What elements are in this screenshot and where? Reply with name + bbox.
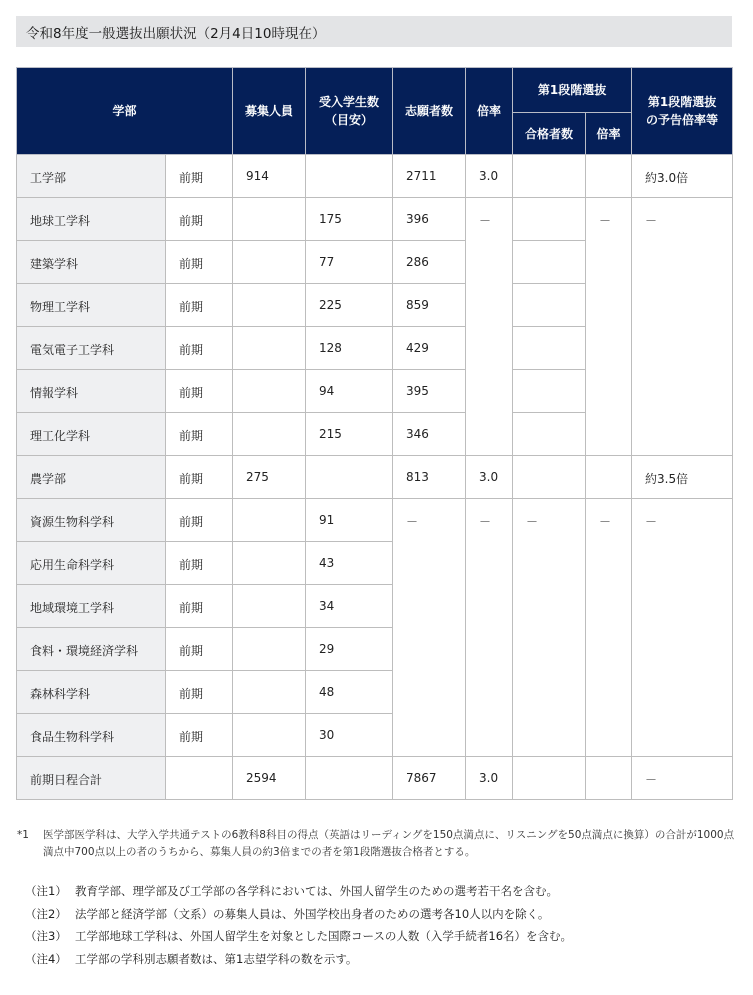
capacity bbox=[233, 327, 306, 370]
passed bbox=[513, 757, 586, 800]
applicants: 286 bbox=[393, 241, 466, 284]
applicants: 396 bbox=[393, 198, 466, 241]
first-ratio bbox=[586, 757, 632, 800]
first-ratio bbox=[586, 155, 632, 198]
department-name: 物理工学科 bbox=[17, 284, 166, 327]
header-faculty: 学部 bbox=[17, 68, 233, 155]
intake bbox=[306, 757, 393, 800]
capacity: 2594 bbox=[233, 757, 306, 800]
capacity: 914 bbox=[233, 155, 306, 198]
intake: 29 bbox=[306, 628, 393, 671]
capacity bbox=[233, 714, 306, 757]
table-row bbox=[17, 198, 733, 241]
forecast: － bbox=[632, 757, 733, 800]
intake: 43 bbox=[306, 542, 393, 585]
applicants: 346 bbox=[393, 413, 466, 456]
passed bbox=[513, 198, 586, 241]
term: 前期 bbox=[166, 542, 233, 585]
capacity bbox=[233, 499, 306, 542]
department-name: 情報学科 bbox=[17, 370, 166, 413]
intake bbox=[306, 155, 393, 198]
passed bbox=[513, 284, 586, 327]
department-name: 地域環境工学科 bbox=[17, 585, 166, 628]
intake bbox=[306, 456, 393, 499]
header-ratio: 倍率 bbox=[466, 68, 513, 155]
note-item: （注1） 教育学部、理学部及び工学部の各学科においては、外国人留学生のための選考若干名を含む。 bbox=[25, 884, 558, 898]
applicants: 2711 bbox=[393, 155, 466, 198]
applicants: 429 bbox=[393, 327, 466, 370]
applicants: 859 bbox=[393, 284, 466, 327]
term: 前期 bbox=[166, 241, 233, 284]
term: 前期 bbox=[166, 585, 233, 628]
capacity bbox=[233, 413, 306, 456]
note-item: （注4） 工学部の学科別志願者数は、第1志望学科の数を示す。 bbox=[25, 951, 358, 966]
intake: 215 bbox=[306, 413, 393, 456]
capacity bbox=[233, 370, 306, 413]
first-ratio: － bbox=[586, 499, 632, 757]
applicants: 7867 bbox=[393, 757, 466, 800]
intake: 128 bbox=[306, 327, 393, 370]
header-capacity: 募集人員 bbox=[233, 68, 306, 155]
term: 前期 bbox=[166, 456, 233, 499]
passed bbox=[513, 155, 586, 198]
forecast: － bbox=[632, 198, 733, 456]
department-name: 森林科学科 bbox=[17, 671, 166, 714]
term bbox=[166, 757, 233, 800]
table-row bbox=[17, 456, 733, 499]
intake: 94 bbox=[306, 370, 393, 413]
department-name: 応用生命科学科 bbox=[17, 542, 166, 585]
header-applicants: 志願者数 bbox=[393, 68, 466, 155]
passed: － bbox=[513, 499, 586, 757]
capacity bbox=[233, 198, 306, 241]
department-name: 食品生物科学科 bbox=[17, 714, 166, 757]
term: 前期 bbox=[166, 413, 233, 456]
forecast: － bbox=[632, 499, 733, 757]
department-name: 食料・環境経済学科 bbox=[17, 628, 166, 671]
note-item: （注3） 工学部地球工学科は、外国人留学生を対象とした国際コースの人数（入学手続者16名）を含む。 bbox=[25, 929, 573, 943]
intake: 77 bbox=[306, 241, 393, 284]
department-name: 資源生物科学科 bbox=[17, 499, 166, 542]
department-name: 地球工学科 bbox=[17, 198, 166, 241]
header-forecast: 第1段階選抜 の予告倍率等 bbox=[632, 68, 733, 155]
passed bbox=[513, 456, 586, 499]
notes-list bbox=[25, 880, 572, 970]
department-name: 理工化学科 bbox=[17, 413, 166, 456]
term: 前期 bbox=[166, 327, 233, 370]
forecast: 約3.0倍 bbox=[632, 155, 733, 198]
first-ratio bbox=[586, 456, 632, 499]
term: 前期 bbox=[166, 499, 233, 542]
passed bbox=[513, 370, 586, 413]
intake: 48 bbox=[306, 671, 393, 714]
ratio: 3.0 bbox=[466, 155, 513, 198]
note-item: （注2） 法学部と経済学部（文系）の募集人員は、外国学校出身者のための選考各10人以内を除く。 bbox=[25, 906, 550, 921]
footnote-text: 医学部医学科は、大学入学共通テストの6教科8科目の得点（英語はリーディングを150点満点に、リスニングを50点満点に換算）の合計が1000点満点中700点以上の者のうちから、募集人員の約3倍までの者を第1段階選抜合格者とする。 bbox=[43, 829, 735, 858]
capacity: 275 bbox=[233, 456, 306, 499]
footnote-star bbox=[17, 827, 737, 861]
intake: 34 bbox=[306, 585, 393, 628]
department-name: 電気電子工学科 bbox=[17, 327, 166, 370]
capacity bbox=[233, 585, 306, 628]
intake: 30 bbox=[306, 714, 393, 757]
total-label: 前期日程合計 bbox=[17, 757, 166, 800]
applicants: 813 bbox=[393, 456, 466, 499]
faculty-name: 農学部 bbox=[17, 456, 166, 499]
department-name: 建築学科 bbox=[17, 241, 166, 284]
term: 前期 bbox=[166, 198, 233, 241]
application-status-table bbox=[16, 67, 733, 800]
intake: 175 bbox=[306, 198, 393, 241]
term: 前期 bbox=[166, 284, 233, 327]
table-row bbox=[17, 155, 733, 198]
ratio: 3.0 bbox=[466, 456, 513, 499]
capacity bbox=[233, 628, 306, 671]
ratio: － bbox=[466, 198, 513, 456]
table-row bbox=[17, 499, 733, 542]
table-row-total bbox=[17, 757, 733, 800]
faculty-name: 工学部 bbox=[17, 155, 166, 198]
term: 前期 bbox=[166, 714, 233, 757]
capacity bbox=[233, 542, 306, 585]
ratio: 3.0 bbox=[466, 757, 513, 800]
applicants: 395 bbox=[393, 370, 466, 413]
capacity bbox=[233, 671, 306, 714]
header-intake: 受入学生数 （目安） bbox=[306, 68, 393, 155]
passed bbox=[513, 241, 586, 284]
term: 前期 bbox=[166, 155, 233, 198]
capacity bbox=[233, 284, 306, 327]
ratio: － bbox=[466, 499, 513, 757]
term: 前期 bbox=[166, 628, 233, 671]
forecast: 約3.5倍 bbox=[632, 456, 733, 499]
intake: 225 bbox=[306, 284, 393, 327]
page-title: 令和8年度一般選抜出願状況（2月4日10時現在） bbox=[16, 16, 732, 47]
first-ratio: － bbox=[586, 198, 632, 456]
applicants: － bbox=[393, 499, 466, 757]
term: 前期 bbox=[166, 370, 233, 413]
header-passed: 合格者数 bbox=[513, 113, 586, 155]
capacity bbox=[233, 241, 306, 284]
intake: 91 bbox=[306, 499, 393, 542]
term: 前期 bbox=[166, 671, 233, 714]
passed bbox=[513, 327, 586, 370]
footnote-mark: *1 bbox=[17, 829, 29, 841]
passed bbox=[513, 413, 586, 456]
header-first-ratio: 倍率 bbox=[586, 113, 632, 155]
header-first-stage: 第1段階選抜 bbox=[513, 68, 632, 113]
